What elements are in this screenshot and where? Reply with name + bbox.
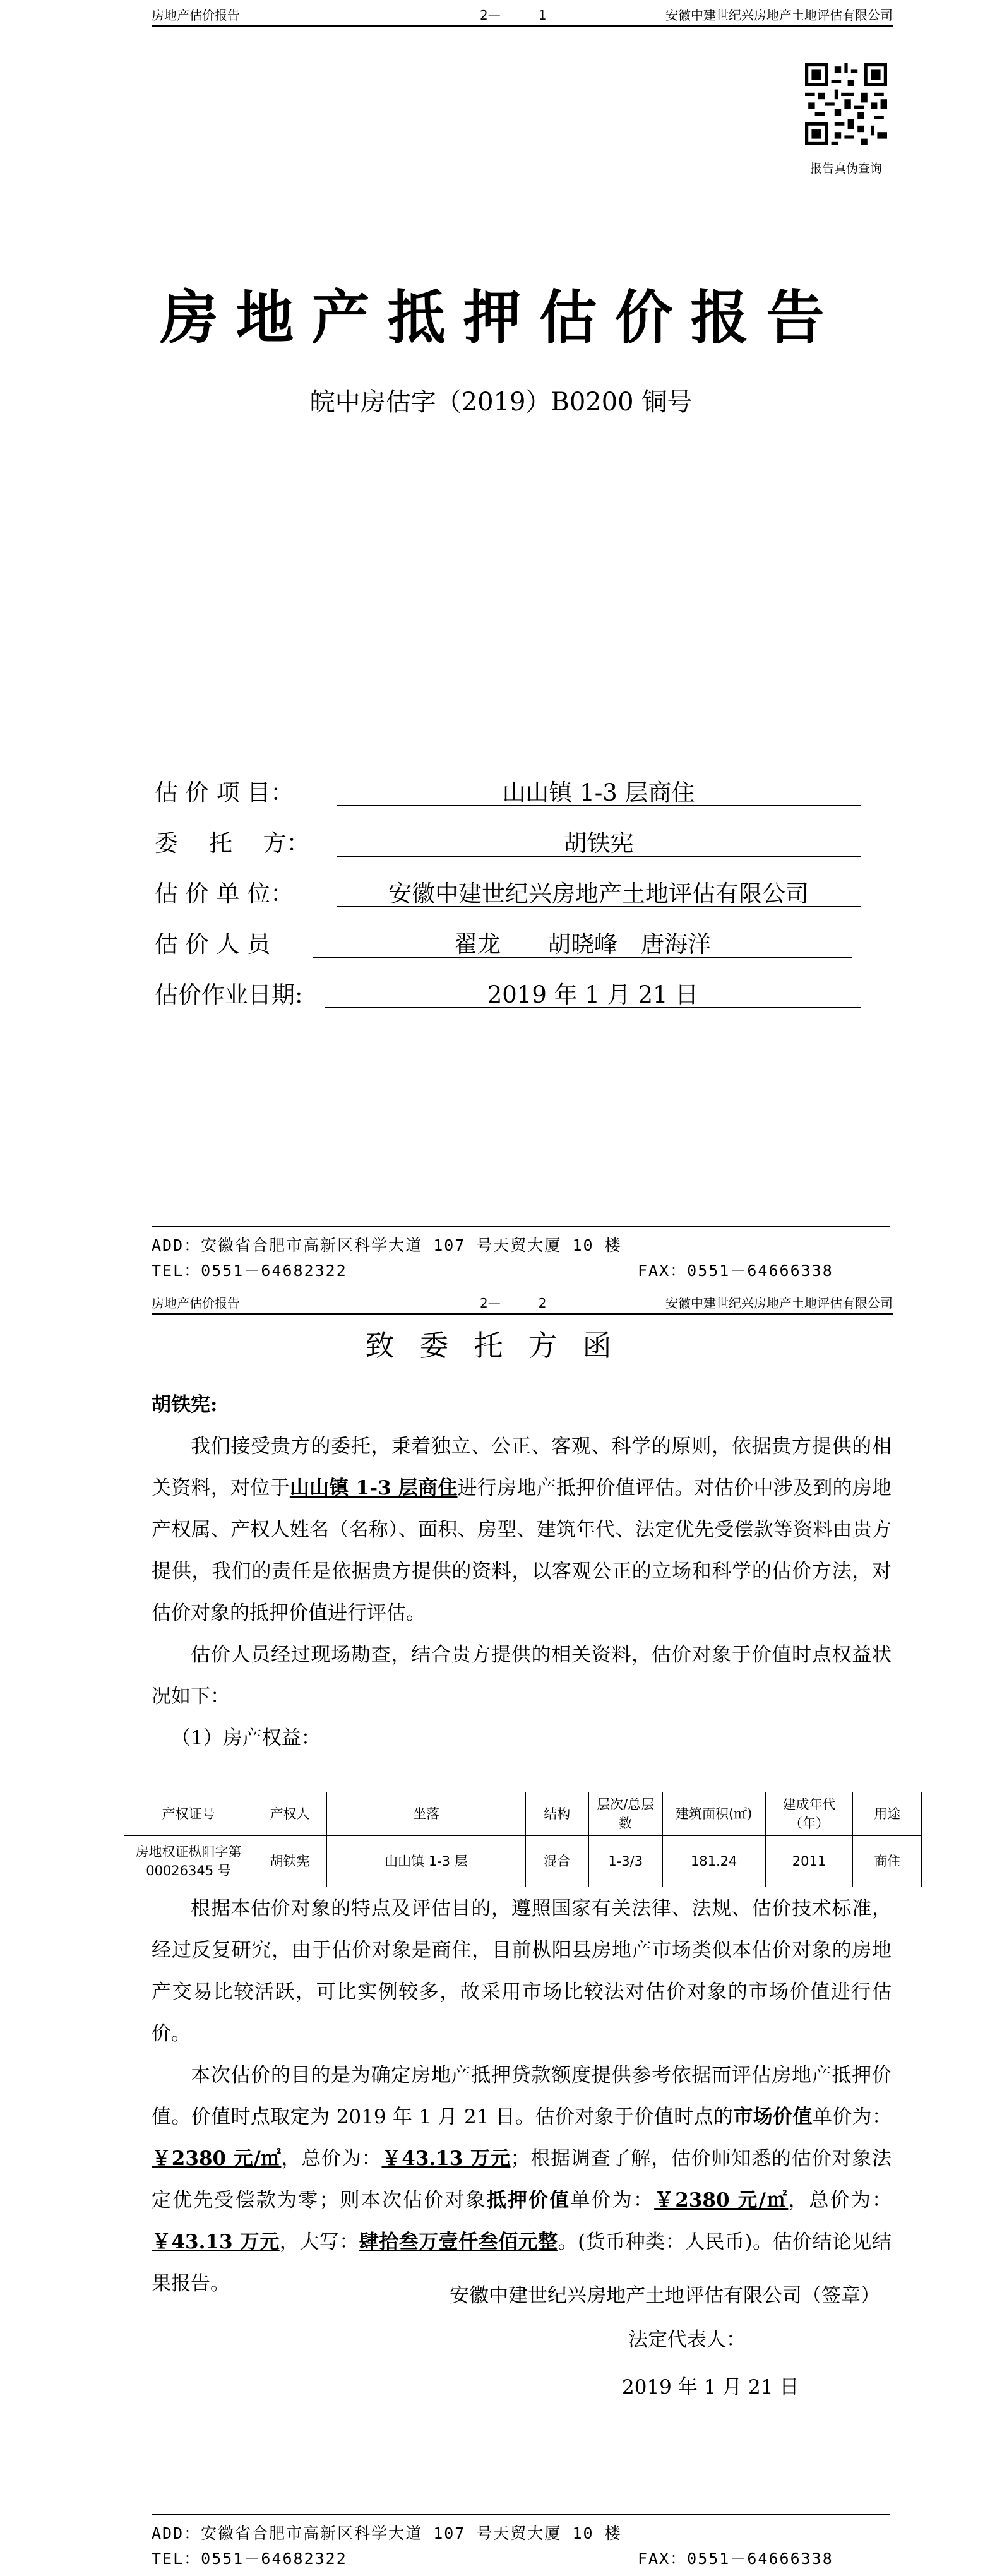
signature-representative: 法定代表人： [628, 2329, 746, 2351]
report-title: 房地产抵押估价报告 [160, 283, 842, 352]
mortgage-value-label: 抵押价值 [486, 2189, 571, 2212]
footer-divider [152, 2514, 890, 2515]
table-header-cell: 产权证号 [124, 1792, 253, 1836]
footer-fax: FAX：0551－64666338 [638, 1261, 833, 1280]
paragraph-4: 根据本估价对象的特点及评估目的，遵照国家有关法律、法规、估价技术标准，经过反复研究，由于估价对象是商住，目前枞阳县房地产市场类似本估价对象的房地产交易比较活跃，可比实例较多，故采用市场比较法对估价对象的市场价值进行估价。 [152, 1897, 892, 2045]
letter-title: 致委托方函 [365, 1328, 637, 1363]
info-value: 山山镇 1-3 层商住 [337, 773, 861, 806]
signature-date: 2019 年 1 月 21 日 [622, 2376, 799, 2399]
market-value-label: 市场价值 [733, 2106, 813, 2128]
info-label: 估 价 人 员 [155, 931, 271, 958]
market-unit-price: ￥2380 元/㎡ [152, 2147, 282, 2170]
info-label: 估 价 项 目： [155, 779, 294, 806]
page1-header [152, 0, 893, 27]
table-cell: 181.24 [662, 1836, 765, 1887]
amount-in-words: 肆拾叁万壹仟叁佰元整 [359, 2231, 558, 2253]
table-cell: 山山镇 1-3 层 [327, 1836, 526, 1887]
header-right: 安徽中建世纪兴房地产土地评估有限公司 [665, 8, 893, 23]
table-cell: 2011 [765, 1836, 853, 1887]
table-header-cell: 建筑面积(㎡) [662, 1792, 765, 1836]
table-header-cell: 结构 [525, 1792, 588, 1836]
table-header-row [124, 1792, 922, 1836]
qr-caption: 报告真伪查询 [809, 162, 882, 176]
footer-divider [152, 1226, 890, 1227]
footer-address: ADD：安徽省合肥市高新区科学大道 107 号天贸大厦 10 楼 [152, 2524, 622, 2543]
footer-fax: FAX：0551－64666338 [638, 2549, 833, 2568]
table-cell: 商住 [853, 1836, 922, 1887]
mortgage-total-price: ￥43.13 万元 [152, 2231, 280, 2253]
table-header-cell: 用途 [853, 1792, 922, 1836]
mortgage-unit-price: ￥2380 元/㎡ [654, 2189, 789, 2212]
info-row-client [155, 824, 881, 862]
footer-tel: TEL：0551－64682322 [152, 2549, 347, 2568]
header-left: 房地产估价报告 [152, 8, 240, 23]
letter-body-continued [152, 1888, 892, 2305]
header-page: 2— 2 [480, 1296, 547, 1311]
table-header-cell: 坐落 [327, 1792, 526, 1836]
info-value: 翟龙 胡晓峰 唐海洋 [313, 925, 852, 958]
table-cell: 房地权证枞阳字第 00026345 号 [124, 1836, 253, 1887]
info-value: 安徽中建世纪兴房地产土地评估有限公司 [337, 874, 861, 907]
table-cell: 胡铁宪 [253, 1836, 326, 1887]
table-cell: 混合 [525, 1836, 588, 1887]
header-right: 安徽中建世纪兴房地产土地评估有限公司 [665, 1296, 893, 1311]
info-label: 估价作业日期: [155, 981, 303, 1008]
info-label: 估 价 单 位： [155, 880, 294, 907]
table-cell: 1-3/3 [588, 1836, 662, 1887]
letter-body [152, 1384, 892, 1759]
footer-address: ADD：安徽省合肥市高新区科学大道 107 号天贸大厦 10 楼 [152, 1236, 622, 1255]
paragraph-1: 我们接受贵方的委托，秉着独立、公正、客观、科学的原则，依据贵方提供的相关资料，对位于山山镇 1-3 层商住进行房地产抵押价值评估。对估价中涉及到的房地产权属、产权人姓名（名称）、面积、房型、建筑年代、法定优先受偿款等资料由贵方提供，我们的责任是依据贵方提供的资料，以客观公正的立场和科学的估价方法，对估价对象的抵押价值进行评估。 [152, 1435, 892, 1625]
header-page: 2— 1 [480, 8, 547, 23]
info-value: 胡铁宪 [337, 824, 861, 857]
table-header-cell: 层次/总层数 [588, 1792, 662, 1836]
signature-company: 安徽中建世纪兴房地产土地评估有限公司（签章） [450, 2284, 880, 2307]
property-rights-table [124, 1792, 922, 1887]
document-number: 皖中房估字（2019）B0200 铜号 [309, 388, 693, 417]
subject-property: 山山镇 1-3 层商住 [289, 1477, 458, 1500]
info-row-appraiser-unit [155, 874, 881, 912]
paragraph-5: 本次估价的目的是为确定房地产抵押贷款额度提供参考依据而评估房地产抵押价值。价值时点取定为 2019 年 1 月 21 日。估价对象于价值时点的市场价值单价为：￥2380 元/㎡，总价为：￥43.13 万元；根据调查了解，估价师知悉的估价对象法定优先受偿款为零；则本次估价对象抵押价值单价为：￥2380 元/㎡，总价为：￥43.13 万元，大写：肆拾叁万壹仟叁佰元整。(货币种类：人民币)。估价结论见结果报告。 [152, 2064, 892, 2295]
info-label: 委 托 方： [155, 830, 310, 857]
market-total-price: ￥43.13 万元 [381, 2147, 511, 2170]
paragraph-2: 估价人员经过现场勘查，结合贵方提供的相关资料，估价对象于价值时点权益状况如下： [152, 1643, 892, 1708]
info-row-appraisers [155, 925, 881, 963]
salutation: 胡铁宪: [152, 1393, 218, 1416]
paragraph-3: （1）房产权益： [171, 1727, 321, 1750]
table-header-cell: 产权人 [253, 1792, 326, 1836]
page2-header [152, 1288, 893, 1315]
info-row-project [155, 773, 881, 811]
qr-code-icon[interactable] [805, 63, 887, 145]
table-row [124, 1836, 922, 1887]
table-header-cell: 建成年代（年） [765, 1792, 853, 1836]
info-row-date [155, 975, 881, 1013]
header-left: 房地产估价报告 [152, 1296, 240, 1311]
footer-tel: TEL：0551－64682322 [152, 1261, 347, 1280]
info-value: 2019 年 1 月 21 日 [325, 975, 861, 1008]
